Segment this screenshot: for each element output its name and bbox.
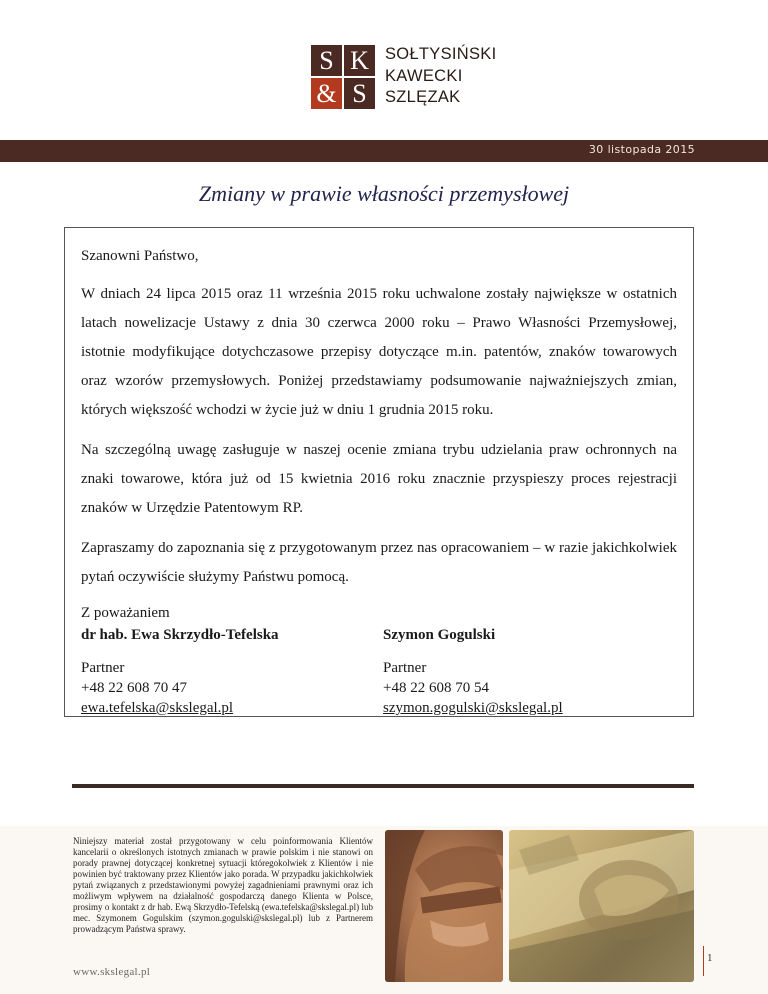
signatory-email-link[interactable]: szymon.gogulski@skslegal.pl (383, 700, 563, 716)
letter-paragraph: Zapraszamy do zapoznania się z przygotowanym przez nas opracowaniem – w razie jakichkolwiek pytań oczywiście służymy Państwu pomocą. (81, 540, 677, 585)
date-band (0, 140, 768, 162)
logo-monogram (311, 45, 375, 109)
logo-name: SZLĘZAK (385, 88, 461, 106)
logo-name: KAWECKI (385, 66, 463, 85)
signatory-role: Partner (383, 660, 427, 676)
signatory-phone: +48 22 608 70 47 (81, 680, 187, 696)
firm-logo (311, 45, 497, 109)
letter-box (64, 227, 694, 717)
closing: Z poważaniem (81, 605, 170, 621)
logo-cell: K (344, 45, 375, 76)
signatures (81, 625, 677, 718)
signatory-email-link[interactable]: ewa.tefelska@skslegal.pl (81, 700, 234, 716)
signatory-phone: +48 22 608 70 54 (383, 680, 489, 696)
logo-name: SOŁTYSIŃSKI (385, 45, 497, 63)
logo-firm-names (385, 45, 497, 107)
document-date: 30 listopada 2015 (588, 143, 695, 156)
divider (72, 784, 694, 788)
signatory-role: Partner (81, 660, 125, 676)
salutation: Szanowni Państwo, (81, 248, 199, 264)
page-marker (703, 946, 704, 976)
letter-paragraph: Na szczególną uwagę zasługuje w naszej ocenie zmiana trybu udzielania praw ochronnych na znaki towarowe, która już od 15 kwietnia 2016 roku znacznie przyspieszy proces rejestracji znaków w Urzędzie Patentowym RP. (81, 442, 677, 516)
footer (0, 826, 768, 994)
signatory (81, 625, 375, 718)
letter-paragraph: W dniach 24 lipca 2015 oraz 11 września 2015 roku uchwalone zostały największe w ostatnich latach nowelizacje Ustawy z dnia 30 czerwca 2000 roku – Prawo Własności Przemysłowej, istotnie modyfikujące dotychczasowe przepisy dotyczące m.in. patentów, znaków towarowych oraz wzorów przemysłowych. Poniżej przedstawiamy podsumowanie najważniejszych zmian, których większość wchodzi w życie już w dniu 1 grudnia 2015 roku. (81, 286, 677, 418)
signatory-name: dr hab. Ewa Skrzydło-Tefelska (81, 627, 279, 643)
page-number: 1 (707, 952, 713, 964)
logo-cell: & (311, 78, 342, 109)
lady-justice-image (385, 830, 503, 982)
website-link[interactable]: www.skslegal.pl (73, 966, 151, 978)
signatory (375, 625, 677, 718)
banknote-image (509, 830, 694, 982)
logo-cell: S (311, 45, 342, 76)
document-title: Zmiany w prawie własności przemysłowej (198, 181, 570, 206)
logo-cell: S (344, 78, 375, 109)
signatory-name: Szymon Gogulski (383, 627, 496, 643)
disclaimer: Niniejszy materiał został przygotowany w celu poinformowania Klientów kancelarii o określonych istotnych zmianach w prawie polskim i nie stanowi on porady prawnej dotyczącej konkretnej sytuacji któregokolwiek z Klientów i nie powinien być traktowany przez Klientów jako porada. W przypadku jakichkolwiek pytań związanych z przedstawionymi powyżej zagadnieniami prawnymi oraz ich możliwym wpływem na działalność gospodarczą danego Klienta w Polsce, prosimy o kontakt z dr hab. Ewą Skrzydło-Tefelską (ewa.tefelska@skslegal.pl) lub mec. Szymonem Gogulskim (szymon.gogulski@skslegal.pl) lub z Partnerem prowadzącym Państwa sprawy. (73, 836, 373, 934)
